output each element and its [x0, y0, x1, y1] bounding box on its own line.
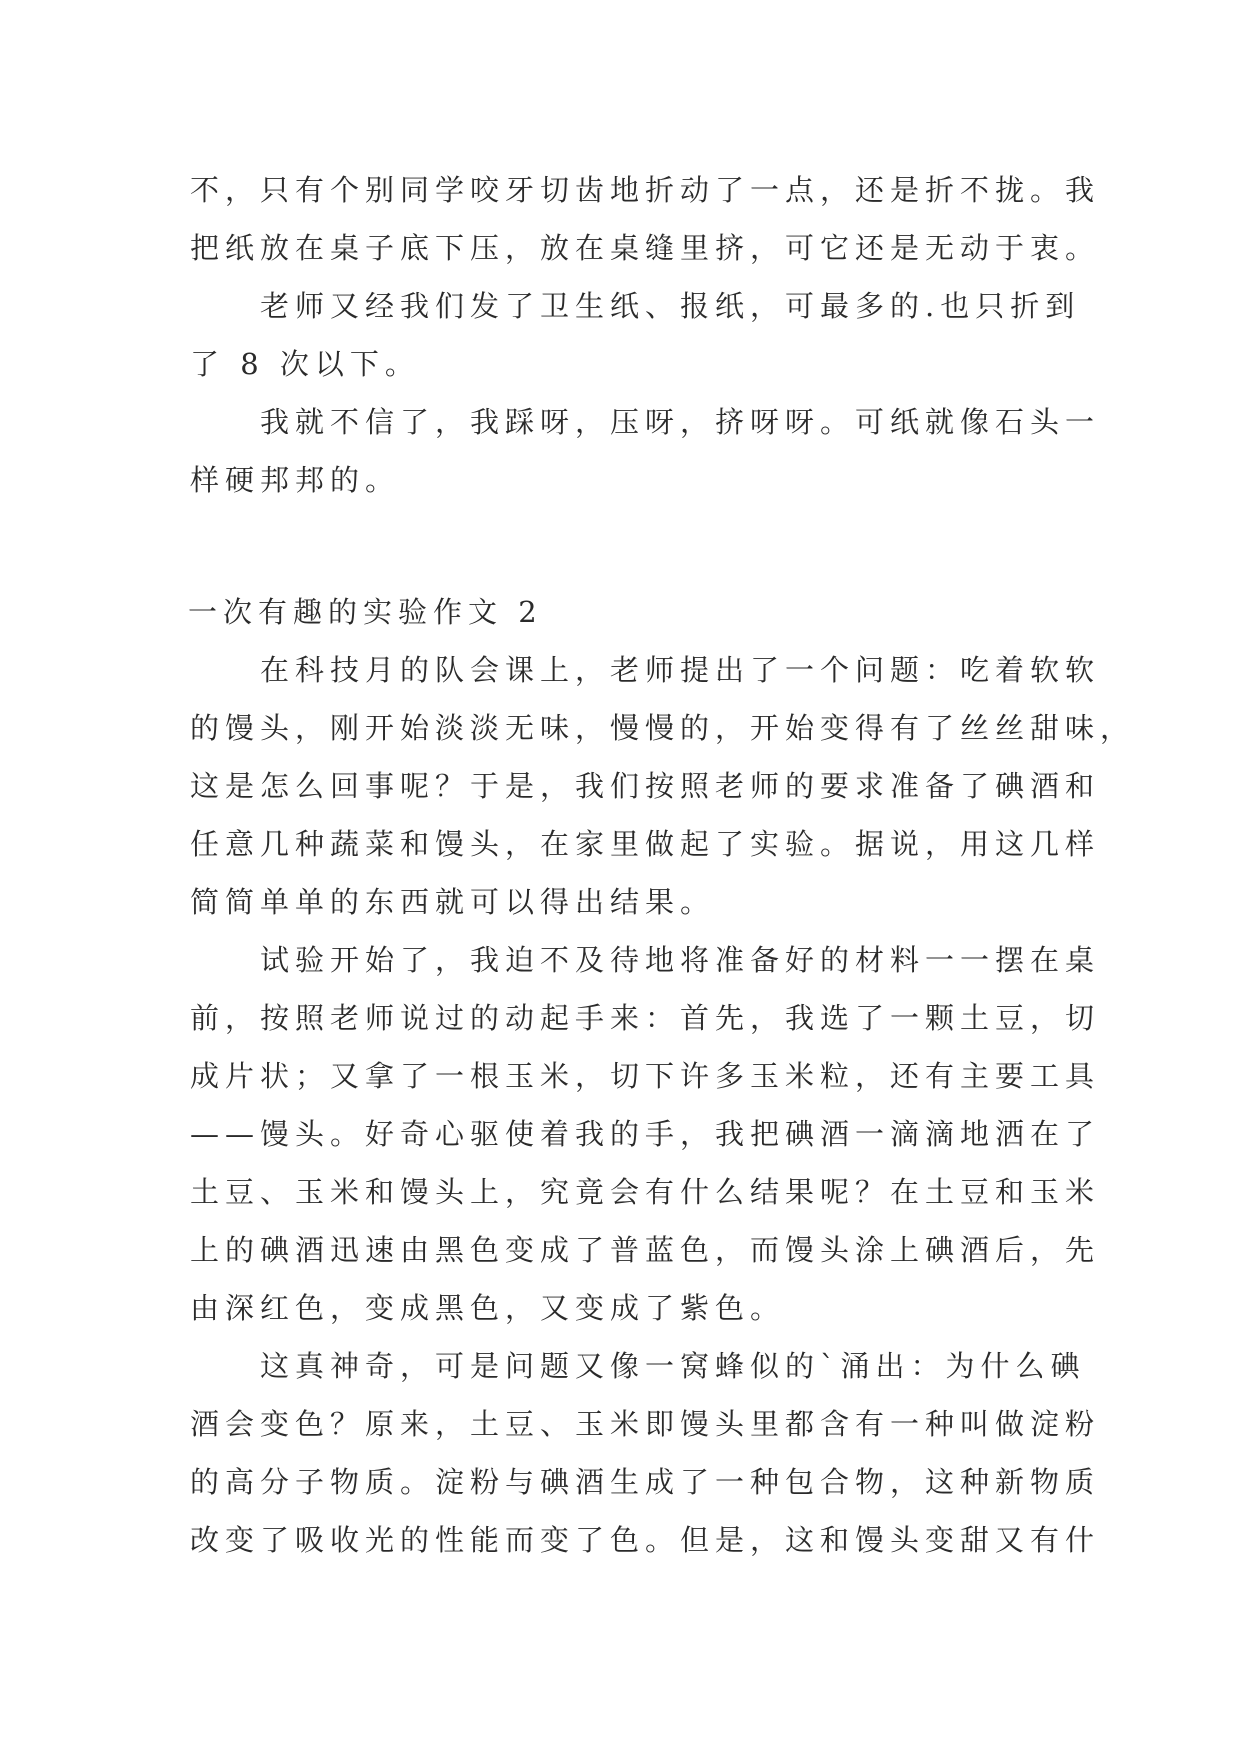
text-line: 这真神奇，可是问题又像一窝蜂似的`涌出：为什么碘 — [260, 1349, 1086, 1383]
text-line: 的馒头，刚开始淡淡无味，慢慢的，开始变得有了丝丝甜味， — [190, 711, 1136, 745]
text-line: ——馒头。好奇心驱使着我的手，我把碘酒一滴滴地洒在了 — [190, 1117, 1101, 1151]
paragraph — [190, 931, 1101, 1337]
section-gap — [190, 509, 1070, 583]
text-line: 任意几种蔬菜和馒头，在家里做起了实验。据说，用这几样 — [190, 827, 1101, 861]
text-line: 的高分子物质。淀粉与碘酒生成了一种包合物，这种新物质 — [190, 1465, 1101, 1499]
text-line: 改变了吸收光的性能而变了色。但是，这和馒头变甜又有什 — [190, 1523, 1101, 1557]
text-line: 样硬邦邦的。 — [190, 463, 401, 497]
document-body — [188, 161, 1136, 1569]
paragraph — [190, 277, 1081, 393]
text-line: 在科技月的队会课上，老师提出了一个问题：吃着软软 — [260, 653, 1101, 687]
text-line: 我就不信了，我踩呀，压呀，挤呀呀。可纸就像石头一 — [260, 405, 1101, 439]
text-line: 这是怎么回事呢？于是，我们按照老师的要求准备了碘酒和 — [190, 769, 1101, 803]
paragraph — [190, 641, 1136, 931]
text-line: 由深红色，变成黑色，又变成了紫色。 — [190, 1291, 786, 1325]
paragraph — [190, 393, 1101, 509]
text-line: 上的碘酒迅速由黑色变成了普蓝色，而馒头涂上碘酒后，先 — [190, 1233, 1101, 1267]
text-line: 试验开始了，我迫不及待地将准备好的材料一一摆在桌 — [260, 943, 1101, 977]
paragraph — [190, 161, 1101, 277]
text-line: 前，按照老师说过的动起手来：首先，我选了一颗土豆，切 — [190, 1001, 1101, 1035]
text-line: 酒会变色？原来，土豆、玉米即馒头里都含有一种叫做淀粉 — [190, 1407, 1101, 1441]
paragraph — [190, 1337, 1101, 1569]
text-line: 不，只有个别同学咬牙切齿地折动了一点，还是折不拢。我 — [190, 173, 1101, 207]
text-line: 成片状；又拿了一根玉米，切下许多玉米粒，还有主要工具 — [190, 1059, 1101, 1093]
text-line: 土豆、玉米和馒头上，究竟会有什么结果呢？在土豆和玉米 — [190, 1175, 1101, 1209]
text-line: 把纸放在桌子底下压，放在桌缝里挤，可它还是无动于衷。 — [190, 231, 1101, 265]
text-line: 简简单单的东西就可以得出结果。 — [190, 885, 716, 919]
text-line: 了 8 次以下。 — [190, 347, 420, 381]
section-title: 一次有趣的实验作文 2 — [188, 595, 543, 629]
text-line: 老师又经我们发了卫生纸、报纸，可最多的.也只折到 — [260, 289, 1081, 323]
